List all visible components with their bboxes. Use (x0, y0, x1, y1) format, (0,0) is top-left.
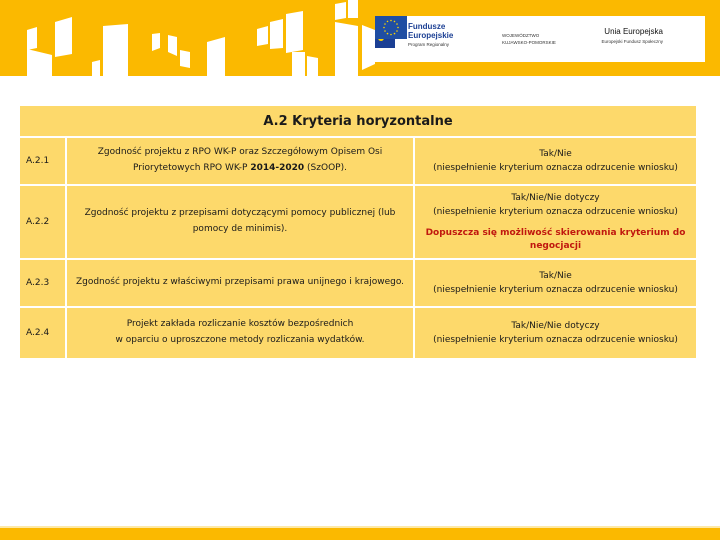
assessment-options: Tak/Nie/Nie dotyczy (511, 320, 600, 331)
criterion-text: Priorytetowych RPO WK-P (133, 163, 251, 173)
region-line1: WOJEWÓDZTWO (502, 33, 540, 38)
region-logo-text (502, 32, 556, 46)
assessment-cell (415, 186, 696, 258)
criterion-id: A.2.2 (20, 186, 65, 258)
criterion-text: (SzOOP). (304, 163, 347, 173)
eu-flag-icon (375, 16, 407, 39)
table-row (20, 186, 696, 258)
assessment-cell (415, 138, 696, 184)
assessment-cell (415, 308, 696, 358)
fundusze-logo-text (408, 23, 453, 48)
fundusze-line2: Europejskie (408, 31, 454, 40)
fundusze-line3: Program Regionalny (408, 42, 450, 47)
criterion-description (67, 260, 413, 306)
table-row (20, 260, 696, 306)
criterion-id: A.2.1 (20, 138, 65, 184)
eu-logo-text (583, 28, 663, 45)
criterion-id: A.2.4 (20, 308, 65, 358)
criterion-description (67, 308, 413, 358)
criterion-line: w oparciu o uproszczone metody rozliczania wydatków. (115, 335, 365, 345)
assessment-note: (niespełnienie kryterium oznacza odrzucenie wniosku) (433, 163, 678, 173)
criterion-line: Zgodność projektu z przepisami dotyczącymi pomocy publicznej (lub (84, 208, 396, 219)
eu-line2: Europejski Fundusz Społeczny (601, 39, 663, 44)
criteria-table (20, 106, 696, 360)
criterion-years: 2014-2020 (250, 163, 305, 173)
table-row (20, 308, 696, 358)
criterion-line: Zgodność projektu z właściwymi przepisami prawa unijnego i krajowego. (75, 277, 405, 288)
eu-line1: Unia Europejska (604, 27, 663, 36)
assessment-options: Tak/Nie (539, 270, 572, 281)
criterion-line: Zgodność projektu z RPO WK-P oraz Szczegółowym Opisem Osi (97, 147, 383, 158)
table-row (20, 138, 696, 184)
criterion-line: Projekt zakłada rozliczanie kosztów bezpośrednich (126, 319, 354, 330)
criterion-description (67, 186, 413, 258)
assessment-options: Tak/Nie (539, 148, 572, 159)
criterion-line: pomocy de minimis). (192, 224, 288, 234)
region-line2: KUJAWSKO-POMORSKIE (502, 40, 556, 46)
assessment-cell (415, 260, 696, 306)
header-banner (0, 0, 720, 76)
criterion-id: A.2.3 (20, 260, 65, 306)
fundusze-line1: Fundusze (408, 22, 446, 31)
assessment-options: Tak/Nie/Nie dotyczy (511, 192, 600, 203)
criterion-description (67, 138, 413, 184)
footer-bar (0, 528, 720, 540)
assessment-note: (niespełnienie kryterium oznacza odrzucenie wniosku) (433, 206, 678, 217)
criterion-line (133, 161, 347, 177)
assessment-note: (niespełnienie kryterium oznacza odrzucenie wniosku) (433, 335, 678, 345)
negotiation-note: Dopuszcza się możliwość skierowania kryterium do negocjacji (425, 228, 686, 252)
table-title: A.2 Kryteria horyzontalne (20, 106, 696, 136)
logo-strip (375, 16, 705, 62)
assessment-note: (niespełnienie kryterium oznacza odrzucenie wniosku) (433, 285, 678, 295)
